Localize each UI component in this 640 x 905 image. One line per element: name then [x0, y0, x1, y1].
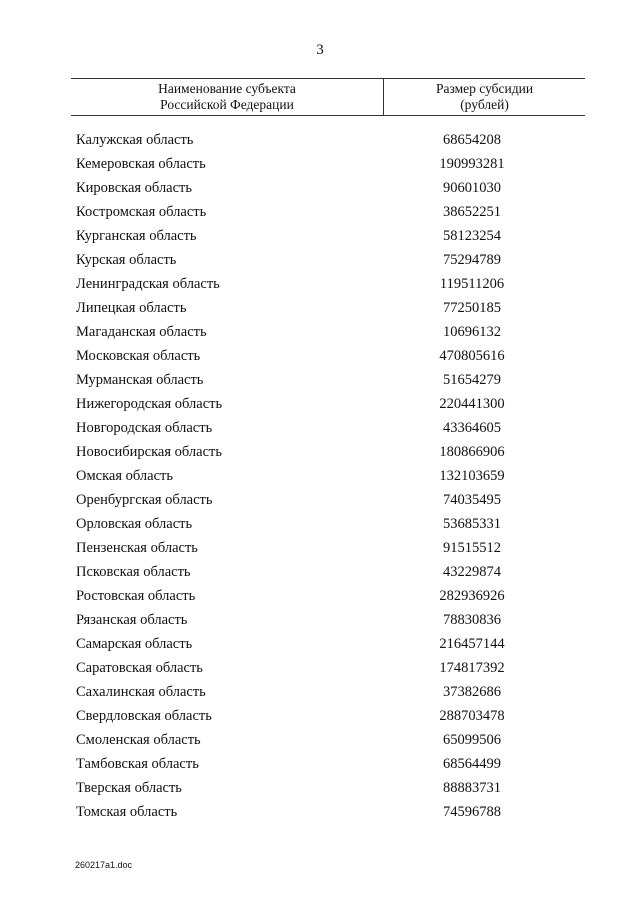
- table-row: [76, 680, 576, 704]
- region-name: Новгородская область: [76, 420, 213, 436]
- table-row: [76, 320, 576, 344]
- file-name-footer: 260217a1.doc: [75, 860, 133, 870]
- subsidy-amount: 43364605: [443, 420, 501, 436]
- table-row: [76, 152, 576, 176]
- table-row: [76, 296, 576, 320]
- region-name: Оренбургская область: [76, 492, 213, 508]
- table-row: [76, 224, 576, 248]
- region-name: Магаданская область: [76, 324, 207, 340]
- region-name: Ростовская область: [76, 588, 196, 604]
- subsidy-amount: 78830836: [443, 612, 501, 628]
- region-name: Томская область: [76, 804, 178, 820]
- table-row: [76, 512, 576, 536]
- table-row: [76, 272, 576, 296]
- table-row: [76, 176, 576, 200]
- subsidy-amount: 53685331: [443, 516, 501, 532]
- table-row: [76, 584, 576, 608]
- subsidy-amount: 10696132: [443, 324, 501, 340]
- table-body: [76, 128, 576, 824]
- table-row: [76, 752, 576, 776]
- subsidy-amount: 68564499: [443, 756, 501, 772]
- region-name: Мурманская область: [76, 372, 204, 388]
- subsidy-amount: 282936926: [439, 588, 505, 604]
- region-name: Кемеровская область: [76, 156, 206, 172]
- subsidy-amount: 132103659: [439, 468, 505, 484]
- table-row: [76, 200, 576, 224]
- subsidy-amount: 58123254: [443, 228, 501, 244]
- region-name: Рязанская область: [76, 612, 188, 628]
- subsidy-amount: 91515512: [443, 540, 501, 556]
- table-row: [76, 632, 576, 656]
- page-number: 3: [316, 42, 324, 58]
- subsidy-amount: 68654208: [443, 132, 501, 148]
- region-name: Псковская область: [76, 564, 191, 580]
- region-name: Курская область: [76, 252, 177, 268]
- subsidy-amount: 77250185: [443, 300, 501, 316]
- header-region-line2: Российской Федерации: [160, 97, 294, 112]
- subsidy-amount: 220441300: [439, 396, 505, 412]
- subsidy-amount: 75294789: [443, 252, 501, 268]
- subsidy-amount: 288703478: [439, 708, 505, 724]
- region-name: Новосибирская область: [76, 444, 222, 460]
- subsidy-amount: 51654279: [443, 372, 501, 388]
- region-name: Свердловская область: [76, 708, 212, 724]
- table-row: [76, 536, 576, 560]
- table-header: [71, 78, 585, 116]
- header-region-line1: Наименование субъекта: [158, 81, 296, 96]
- region-name: Саратовская область: [76, 660, 203, 676]
- subsidy-amount: 119511206: [439, 276, 505, 292]
- subsidy-amount: 74596788: [443, 804, 501, 820]
- region-name: Курганская область: [76, 228, 197, 244]
- region-name: Тамбовская область: [76, 756, 199, 772]
- table-row: [76, 344, 576, 368]
- region-name: Орловская область: [76, 516, 193, 532]
- region-name: Омская область: [76, 468, 173, 484]
- subsidy-amount: 470805616: [439, 348, 505, 364]
- table-row: [76, 440, 576, 464]
- subsidy-amount: 65099506: [443, 732, 501, 748]
- table-row: [76, 368, 576, 392]
- region-name: Тверская область: [76, 780, 182, 796]
- table-row: [76, 608, 576, 632]
- table-row: [76, 416, 576, 440]
- subsidy-amount: 37382686: [443, 684, 501, 700]
- region-name: Костромская область: [76, 204, 207, 220]
- region-name: Смоленская область: [76, 732, 201, 748]
- table-row: [76, 488, 576, 512]
- subsidy-amount: 43229874: [443, 564, 501, 580]
- subsidy-amount: 180866906: [439, 444, 505, 460]
- subsidy-amount: 90601030: [443, 180, 501, 196]
- table-row: [76, 776, 576, 800]
- region-name: Ленинградская область: [76, 276, 220, 292]
- table-row: [76, 704, 576, 728]
- subsidy-amount: 38652251: [443, 204, 501, 220]
- header-subsidy-amount: [384, 79, 585, 115]
- region-name: Самарская область: [76, 636, 193, 652]
- table-row: [76, 800, 576, 824]
- table-row: [76, 656, 576, 680]
- table-row: [76, 464, 576, 488]
- header-region-name: [71, 79, 384, 115]
- region-name: Липецкая область: [76, 300, 187, 316]
- table-row: [76, 128, 576, 152]
- region-name: Пензенская область: [76, 540, 198, 556]
- table-row: [76, 248, 576, 272]
- table-row: [76, 392, 576, 416]
- subsidy-amount: 174817392: [439, 660, 505, 676]
- subsidy-amount: 190993281: [439, 156, 505, 172]
- region-name: Московская область: [76, 348, 201, 364]
- header-amount-line2: (рублей): [460, 97, 509, 112]
- region-name: Кировская область: [76, 180, 193, 196]
- region-name: Нижегородская область: [76, 396, 223, 412]
- table-row: [76, 560, 576, 584]
- subsidy-amount: 216457144: [439, 636, 505, 652]
- region-name: Калужская область: [76, 132, 194, 148]
- subsidy-amount: 74035495: [443, 492, 501, 508]
- header-amount-line1: Размер субсидии: [435, 81, 534, 96]
- region-name: Сахалинская область: [76, 684, 206, 700]
- subsidy-amount: 88883731: [443, 780, 501, 796]
- table-row: [76, 728, 576, 752]
